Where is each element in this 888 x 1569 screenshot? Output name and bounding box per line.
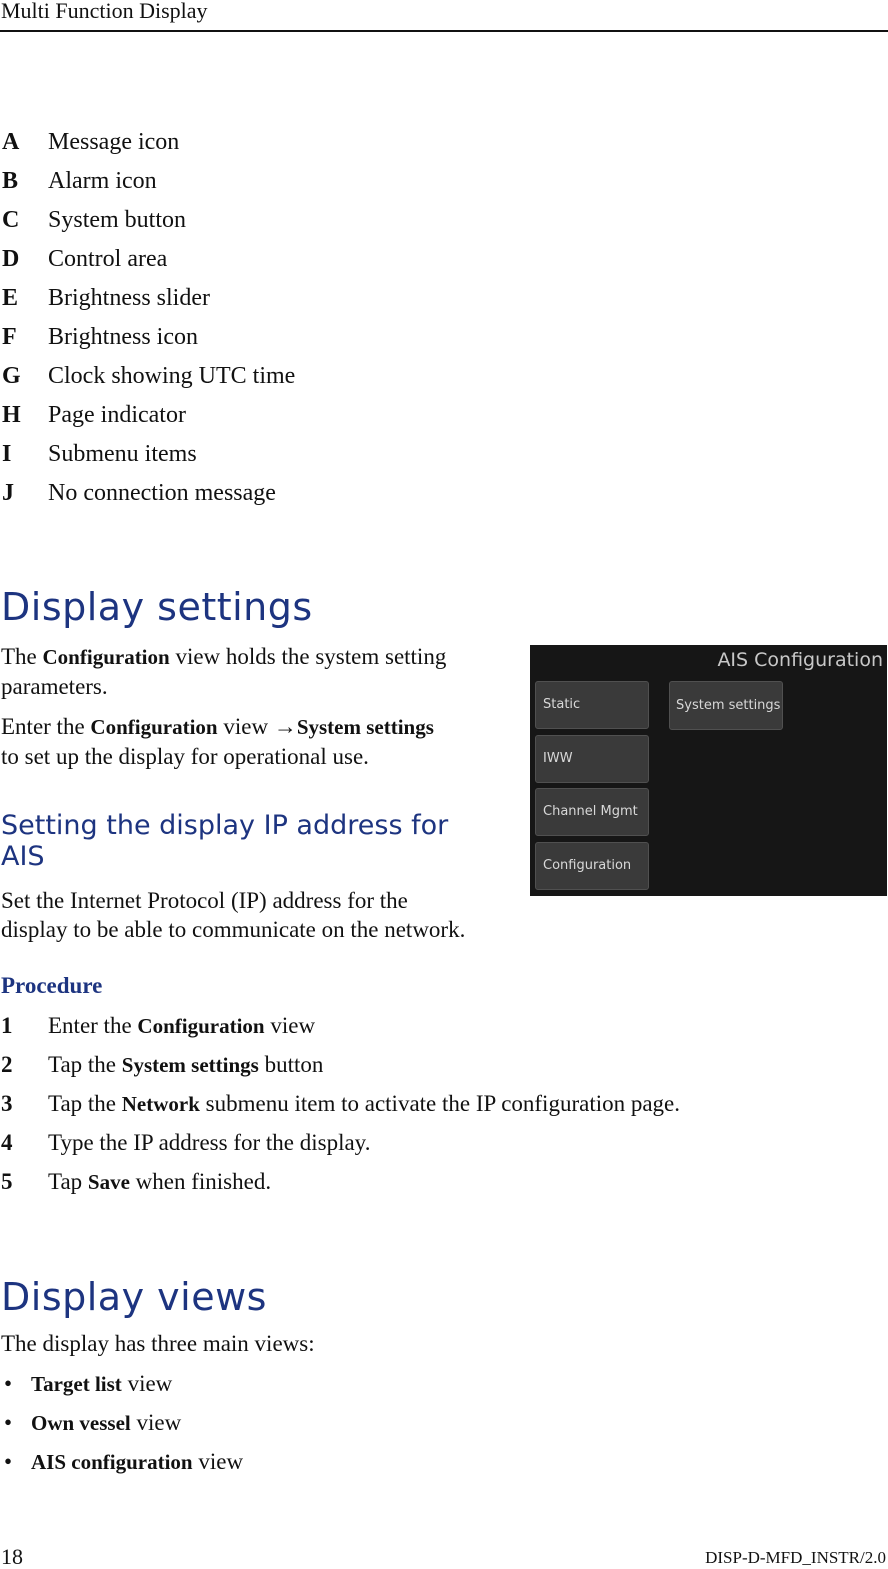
- bullet-glyph: •: [4, 1371, 13, 1396]
- legend-key: E: [2, 285, 19, 311]
- procedure-step: [1, 1050, 861, 1089]
- legend-item: [2, 166, 602, 205]
- text-run: Tap the: [48, 1091, 122, 1116]
- legend-item: [2, 439, 602, 478]
- legend-key: C: [2, 207, 20, 233]
- ip-address-heading: [1, 810, 511, 872]
- step-number: 1: [1, 1013, 13, 1038]
- procedure-heading: Procedure: [1, 973, 103, 998]
- running-header: [0, 0, 888, 32]
- legend-key: J: [2, 480, 14, 506]
- display-views-intro: The display has three main views:: [1, 1331, 315, 1356]
- display-settings-heading: Display settings: [1, 585, 313, 629]
- legend-text: Control area: [48, 246, 168, 272]
- text-run: submenu item to activate the IP configuration page.: [199, 1091, 681, 1116]
- step-number: 2: [1, 1052, 13, 1077]
- heading-line: AIS: [1, 841, 45, 872]
- step-text: [48, 1167, 271, 1197]
- legend-text: System button: [48, 207, 187, 233]
- text-run: Tap: [48, 1169, 88, 1194]
- view-name: Own vessel: [31, 1411, 131, 1435]
- bullet-glyph: •: [4, 1449, 13, 1474]
- legend-item: [2, 205, 602, 244]
- ip-paragraph: [1, 886, 521, 944]
- legend-key: G: [2, 363, 21, 389]
- ui-term: Network: [121, 1092, 200, 1116]
- step-text: [48, 1050, 323, 1080]
- legend-list: [2, 127, 602, 517]
- legend-key: A: [2, 129, 20, 155]
- text-run: Set the Internet Protocol (IP) address for the: [1, 888, 408, 913]
- text-run: Enter the: [48, 1013, 138, 1038]
- legend-text: Alarm icon: [48, 168, 157, 194]
- step-number: 4: [1, 1130, 13, 1155]
- ais-configuration-screenshot: [530, 645, 887, 896]
- legend-key: F: [2, 324, 17, 350]
- page-number: 18: [1, 1544, 23, 1569]
- legend-item: [2, 127, 602, 166]
- legend-item: [2, 244, 602, 283]
- step-number: 3: [1, 1091, 13, 1116]
- text-run: parameters.: [1, 674, 108, 699]
- step-text: [48, 1128, 370, 1158]
- menu-button-configuration[interactable]: Configuration: [535, 842, 649, 890]
- text-run: view: [192, 1449, 244, 1474]
- display-views-heading: Display views: [1, 1275, 267, 1319]
- legend-item: [2, 361, 602, 400]
- text-run: view holds the system setting: [169, 644, 447, 669]
- step-text: [48, 1089, 680, 1119]
- legend-text: Brightness icon: [48, 324, 198, 350]
- text-run: Enter the: [1, 714, 91, 739]
- legend-key: I: [2, 441, 12, 467]
- configuration-term: Configuration: [90, 715, 218, 739]
- text-run: to set up the display for operational use.: [1, 744, 369, 769]
- bullet-item: [1, 1369, 601, 1408]
- legend-text: Page indicator: [48, 402, 186, 428]
- text-run: when finished.: [129, 1169, 272, 1194]
- text-run: The: [1, 644, 43, 669]
- legend-text: Message icon: [48, 129, 180, 155]
- ui-term: System settings: [121, 1053, 259, 1077]
- bullet-item: [1, 1408, 601, 1447]
- bullet-item: [1, 1447, 601, 1486]
- ui-term: Save: [87, 1170, 130, 1194]
- bullet-text: [31, 1369, 172, 1399]
- config-paragraph: [1, 642, 501, 701]
- procedure-step: [1, 1089, 861, 1128]
- legend-text: No connection message: [48, 480, 276, 506]
- enter-config-paragraph: [1, 712, 501, 771]
- step-text: [48, 1011, 315, 1041]
- text-run: view: [217, 714, 274, 739]
- text-run: view: [121, 1371, 173, 1396]
- arrow-glyph: →: [273, 714, 297, 739]
- step-number: 5: [1, 1169, 13, 1194]
- text-run: Tap the: [48, 1052, 122, 1077]
- ui-term: Configuration: [137, 1014, 265, 1038]
- menu-button-iww[interactable]: IWW: [535, 735, 649, 783]
- text-run: button: [258, 1052, 324, 1077]
- text-run: view: [264, 1013, 316, 1038]
- legend-key: D: [2, 246, 20, 272]
- procedure-step: [1, 1011, 861, 1050]
- configuration-term: Configuration: [42, 645, 170, 669]
- menu-button-channel-mgmt[interactable]: Channel Mgmt: [535, 788, 649, 836]
- text-run: view: [130, 1410, 182, 1435]
- system-settings-button[interactable]: System settings: [669, 681, 783, 730]
- view-name: AIS configuration: [31, 1450, 193, 1474]
- system-settings-term: System settings: [296, 715, 434, 739]
- legend-text: Brightness slider: [48, 285, 210, 311]
- bullet-text: [31, 1408, 181, 1438]
- legend-item: [2, 283, 602, 322]
- text-run: Type the IP address for the display.: [48, 1130, 371, 1155]
- bullet-text: [31, 1447, 243, 1477]
- legend-text: Submenu items: [48, 441, 197, 467]
- document-id: DISP-D-MFD_INSTR/2.0: [705, 1548, 886, 1567]
- procedure-step: [1, 1128, 861, 1167]
- menu-button-static[interactable]: Static: [535, 681, 649, 729]
- bullet-glyph: •: [4, 1410, 13, 1435]
- screenshot-title: AIS Configuration: [717, 649, 883, 671]
- text-run: display to be able to communicate on the network.: [1, 917, 466, 942]
- view-name: Target list: [31, 1372, 122, 1396]
- heading-line: Setting the display IP address for: [1, 810, 449, 841]
- legend-key: B: [2, 168, 19, 194]
- legend-text: Clock showing UTC time: [48, 363, 296, 389]
- procedure-step: [1, 1167, 861, 1206]
- legend-item: [2, 322, 602, 361]
- legend-item: [2, 478, 602, 517]
- legend-item: [2, 400, 602, 439]
- running-header-title: Multi Function Display: [1, 0, 208, 23]
- legend-key: H: [2, 402, 21, 428]
